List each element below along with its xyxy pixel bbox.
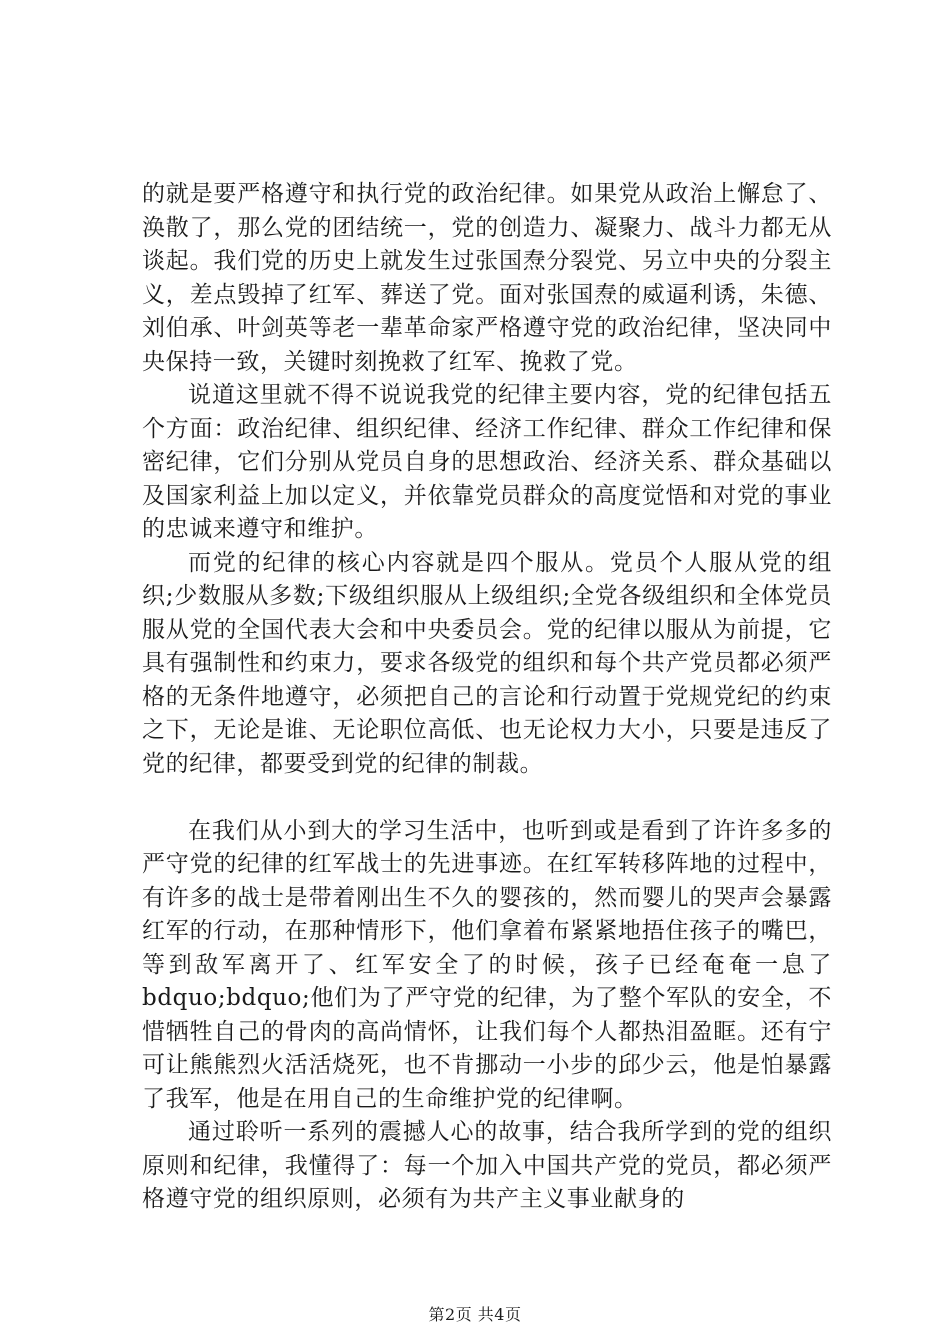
paragraph-gap: [142, 781, 832, 815]
document-body: [142, 178, 832, 1217]
paragraph-four-obediences: 而党的纪律的核心内容就是四个服从。党员个人服从党的组织;少数服从多数;下级组织服从上级组织;全党各级组织和全体党员服从党的全国代表大会和中央委员会。党的纪律以服从为前提，它具有强制性和约束力，要求各级党的组织和每个共产党员都必须严格的无条件地遵守，必须把自己的言论和行动置于党规党纪的约束之下，无论是谁、无论职位高低、也无论权力大小，只要是违反了党的纪律，都要受到党的纪律的制裁。: [142, 549, 832, 777]
page-number-footer: 第2页 共4页: [428, 1305, 522, 1324]
paragraph-red-army-stories: 在我们从小到大的学习生活中，也听到或是看到了许许多多的严守党的纪律的红军战士的先进事迹。在红军转移阵地的过程中，有许多的战士是带着刚出生不久的婴孩的，然而婴儿的哭声会暴露红军的行动，在那种情形下，他们拿着布紧紧地捂住孩子的嘴巴，等到敌军离开了、红军安全了的时候，孩子已经奄奄一息了 bdquo;bdquo;他们为了严守党的纪律，为了整个军队的安全，不惜牺牲自己的骨肉的高尚情怀，让我们每个人都热泪盈眶。还有宁可让熊熊烈火活活烧死，也不肯挪动一小步的邱少云，他是怕暴露了我军，他是在用自己的生命维护党的纪律啊。: [142, 817, 832, 1112]
paragraph-discipline-politics: 的就是要严格遵守和执行党的政治纪律。如果党从政治上懈怠了、涣散了，那么党的团结统一，党的创造力、凝聚力、战斗力都无从谈起。我们党的历史上就发生过张国焘分裂党、另立中央的分裂主义，差点毁掉了红军、葬送了党。面对张国焘的威逼利诱，朱德、刘伯承、叶剑英等老一辈革命家严格遵守党的政治纪律，坚决同中央保持一致，关键时刻挽救了红军、挽救了党。: [142, 181, 832, 375]
paragraph-conclusion: 通过聆听一系列的震撼人心的故事，结合我所学到的党的组织原则和纪律，我懂得了：每一个加入中国共产党的党员，都必须严格遵守党的组织原则，必须有为共产主义事业献身的: [142, 1119, 832, 1212]
paragraph-discipline-content: 说道这里就不得不说说我党的纪律主要内容，党的纪律包括五个方面：政治纪律、组织纪律、经济工作纪律、群众工作纪律和保密纪律，它们分别从党员自身的思想政治、经济关系、群众基础以及国家利益上加以定义，并依靠党员群众的高度觉悟和对党的事业的忠诚来遵守和维护。: [142, 382, 832, 542]
